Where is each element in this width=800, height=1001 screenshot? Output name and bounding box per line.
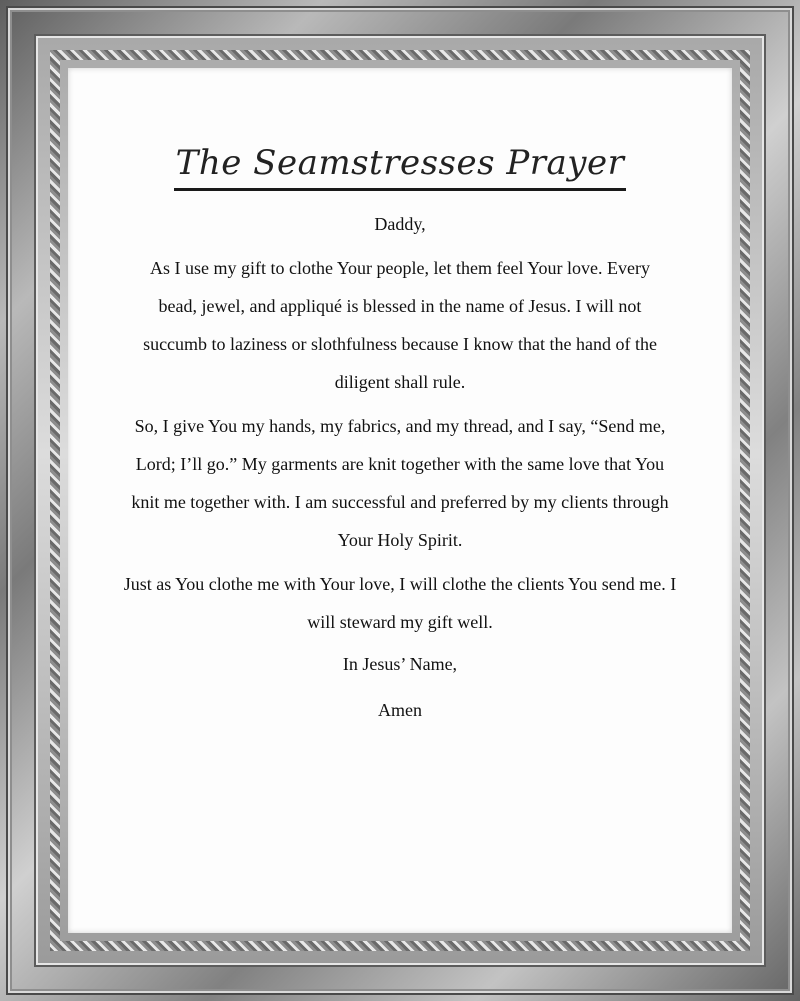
prayer-content (68, 68, 732, 729)
prayer-paragraph-3: Just as You clothe me with Your love, I will clothe the clients You send me. I will steward my gift well. (123, 573, 677, 632)
prayer-paragraph-1: As I use my gift to clothe Your people, let them feel Your love. Every bead, jewel, and appliqué is blessed in the name of Jesus. I will not succumb to laziness or slothfulness because I know that the hand of the diligent shall rule. (143, 257, 657, 392)
closing-line: In Jesus’ Name, (342, 653, 458, 674)
prayer-title: The Seamstresses Prayer (174, 146, 627, 191)
salutation: Daddy, (374, 213, 426, 234)
amen-line: Amen (378, 699, 422, 720)
prayer-paragraph-2: So, I give You my hands, my fabrics, and my thread, and I say, “Send me, Lord; I’ll go.” My garments are knit together with the same love that You knit me together with. I am successful and preferred by my clients through Your Holy Spirit. (131, 415, 669, 550)
